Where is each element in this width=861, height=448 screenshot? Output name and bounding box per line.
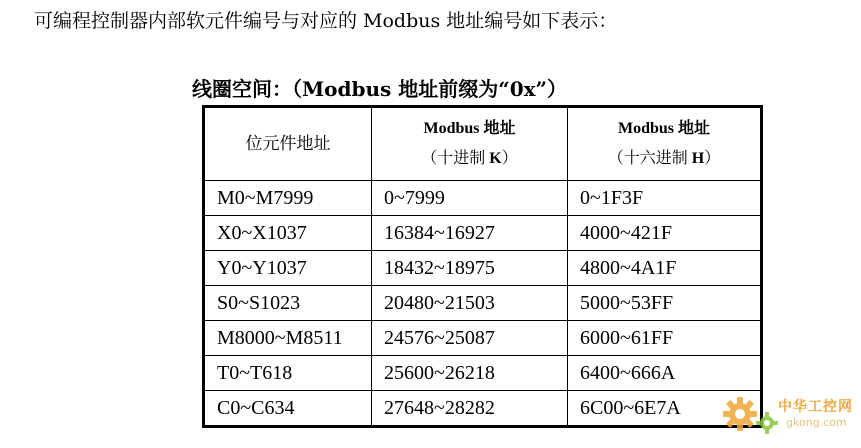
cell-element-range: T0~T618	[204, 356, 372, 391]
header-hex-unit: H	[691, 150, 705, 167]
table-row	[204, 216, 762, 251]
header-hex-prefix: （十六进制	[607, 150, 692, 167]
table-row	[204, 321, 762, 356]
cell-element-range: S0~S1023	[204, 286, 372, 321]
modbus-address-table	[202, 105, 763, 428]
header-modbus-decimal	[372, 107, 568, 181]
cell-decimal-range: 18432~18975	[372, 251, 568, 286]
table-caption: 线圈空间：（Modbus 地址前缀为“0x”）	[192, 77, 568, 101]
cell-decimal-range: 24576~25087	[372, 321, 568, 356]
intro-text: 可编程控制器内部软元件编号与对应的 Modbus 地址编号如下表示：	[34, 10, 618, 32]
cell-decimal-range: 25600~26218	[372, 356, 568, 391]
cell-hex-range: 0~1F3F	[568, 181, 762, 216]
header-modbus-hex-subtitle	[568, 144, 760, 174]
header-modbus-hex-title: Modbus 地址	[617, 120, 711, 137]
gear-icon	[756, 412, 778, 434]
watermark-site-url: gkong.com	[786, 416, 847, 429]
header-decimal-suffix: ）	[501, 150, 518, 167]
cell-decimal-range: 0~7999	[372, 181, 568, 216]
cell-hex-range: 5000~53FF	[568, 286, 762, 321]
table-row	[204, 391, 762, 427]
gear-icon	[722, 396, 758, 432]
header-decimal-unit: K	[489, 150, 502, 167]
cell-element-range: Y0~Y1037	[204, 251, 372, 286]
cell-element-range: M0~M7999	[204, 181, 372, 216]
watermark-site-name: 中华工控网	[778, 399, 853, 415]
table-row	[204, 181, 762, 216]
cell-hex-range: 4800~4A1F	[568, 251, 762, 286]
table-header-row	[204, 107, 762, 181]
cell-hex-range: 4000~421F	[568, 216, 762, 251]
cell-element-range: C0~C634	[204, 391, 372, 427]
header-decimal-prefix: （十进制	[421, 150, 490, 167]
gkong-watermark	[722, 392, 858, 442]
header-modbus-hex	[568, 107, 762, 181]
cell-decimal-range: 20480~21503	[372, 286, 568, 321]
cell-hex-range: 6000~61FF	[568, 321, 762, 356]
table-row	[204, 286, 762, 321]
cell-decimal-range: 16384~16927	[372, 216, 568, 251]
header-bit-element-address: 位元件地址	[204, 107, 372, 181]
cell-element-range: X0~X1037	[204, 216, 372, 251]
header-modbus-decimal-subtitle	[372, 144, 567, 174]
header-hex-suffix: ）	[704, 150, 721, 167]
cell-hex-range: 6C00~6E7A	[568, 391, 762, 427]
table-row	[204, 356, 762, 391]
cell-hex-range: 6400~666A	[568, 356, 762, 391]
cell-decimal-range: 27648~28282	[372, 391, 568, 427]
cell-element-range: M8000~M8511	[204, 321, 372, 356]
header-modbus-decimal-title: Modbus 地址	[423, 120, 516, 137]
table-row	[204, 251, 762, 286]
